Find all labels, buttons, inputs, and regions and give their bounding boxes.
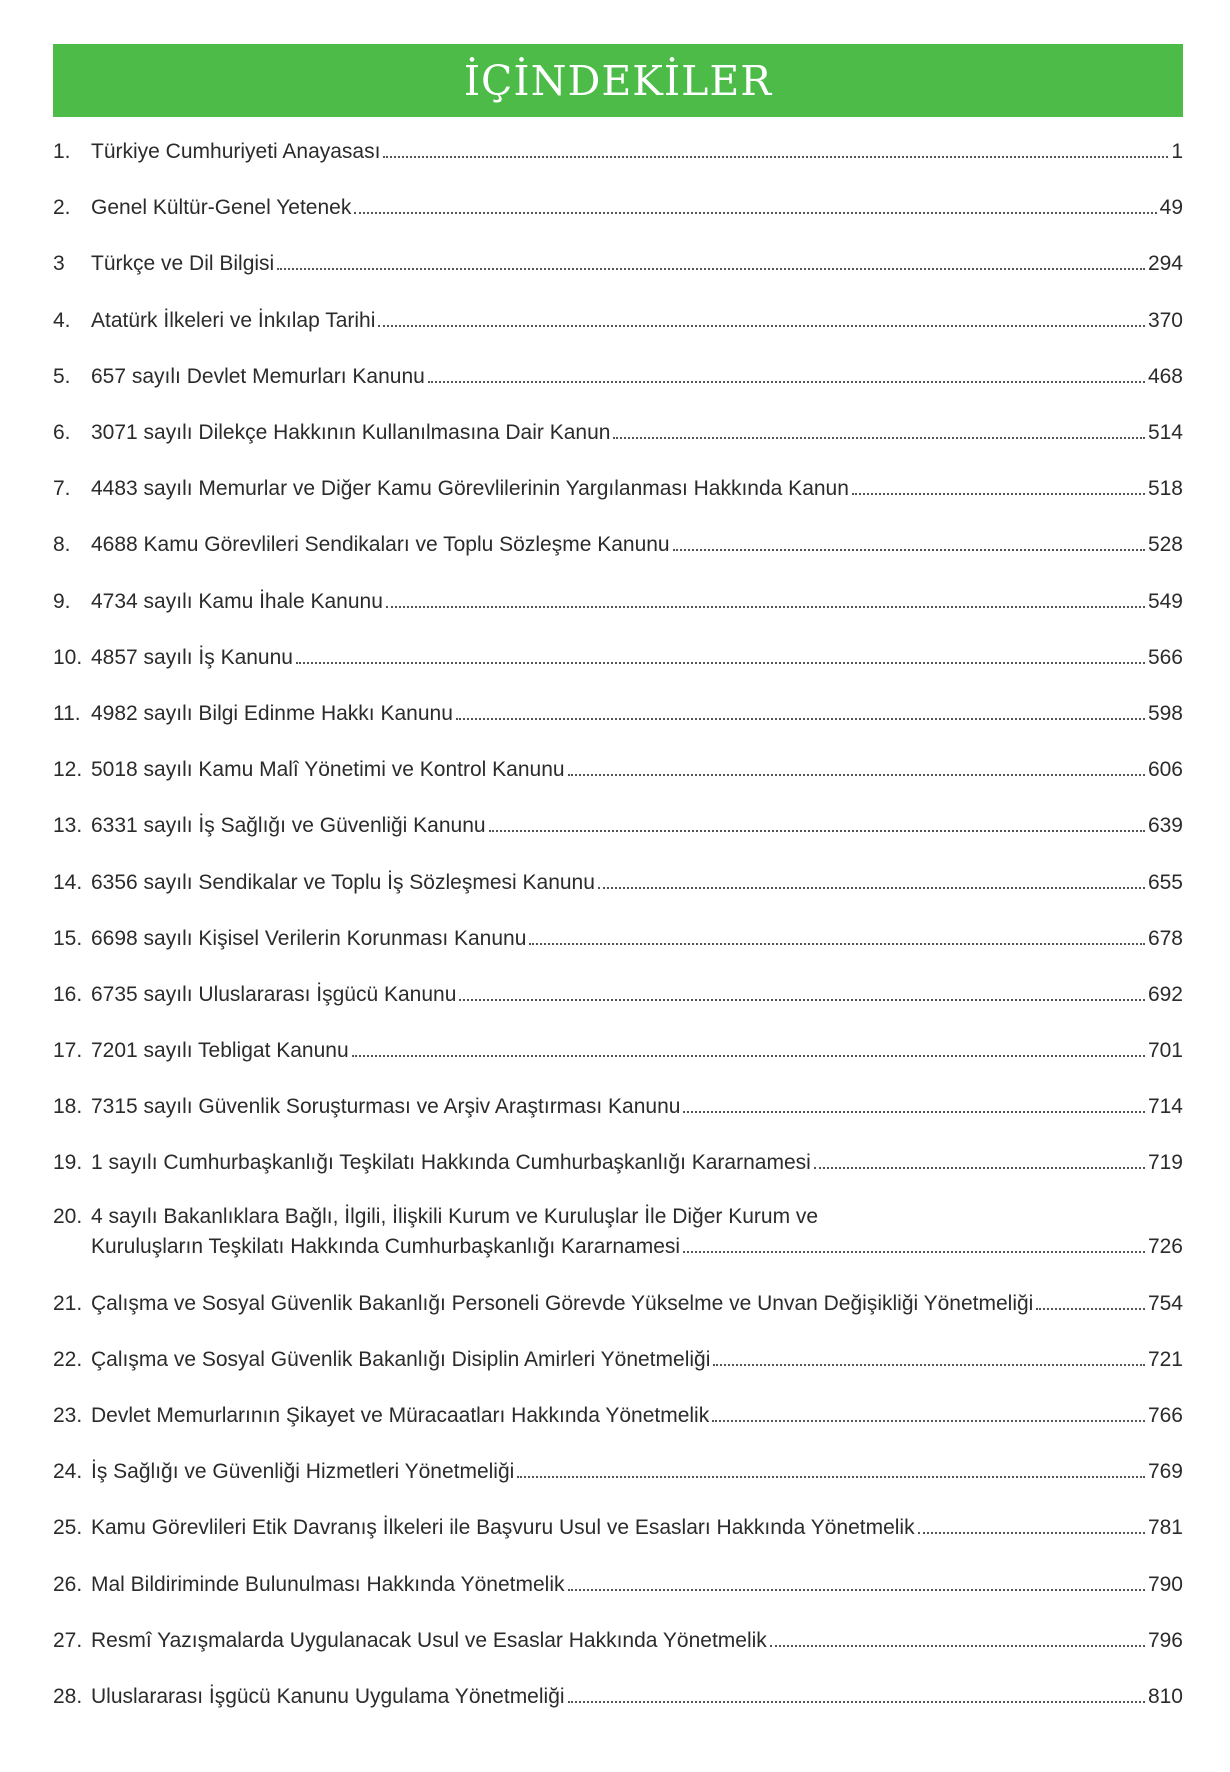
toc-entry-number: 3 <box>53 252 65 276</box>
toc-entry[interactable] <box>53 180 1183 236</box>
toc-entry-number: 18. <box>53 1095 83 1119</box>
dot-leader <box>918 1532 1145 1534</box>
toc-entry-number: 27. <box>53 1628 83 1652</box>
toc-entry-page: 810 <box>1147 1684 1183 1708</box>
toc-entry-title: 4982 sayılı Bilgi Edinme Hakkı Kanunu <box>91 701 453 725</box>
toc-entry-number: 16. <box>53 982 83 1006</box>
dot-leader <box>489 830 1145 832</box>
toc-entry[interactable] <box>53 1192 1183 1276</box>
toc-entry-page: 518 <box>1147 477 1183 501</box>
toc-entry-number: 10. <box>53 645 83 669</box>
toc-entry-number: 13. <box>53 814 83 838</box>
toc-entry-page: 468 <box>1147 364 1183 388</box>
dot-leader <box>456 718 1145 720</box>
toc-entry-number: 21. <box>53 1291 83 1315</box>
toc-entry-title: 4857 sayılı İş Kanunu <box>91 645 293 669</box>
toc-entry-page: 528 <box>1147 533 1183 557</box>
toc-entry-page: 370 <box>1147 308 1183 332</box>
toc-entry-page: 606 <box>1147 758 1183 782</box>
toc-entry-number: 11. <box>53 701 81 725</box>
toc-entry[interactable] <box>53 1669 1183 1725</box>
title-banner <box>53 44 1183 117</box>
toc-entry-page: 549 <box>1147 589 1183 613</box>
toc-entry-page: 692 <box>1147 982 1183 1006</box>
dot-leader <box>683 1251 1145 1253</box>
dot-leader <box>296 662 1145 664</box>
toc-entry[interactable] <box>53 742 1183 798</box>
toc-entry-page: 49 <box>1159 196 1183 220</box>
dot-leader <box>598 887 1145 889</box>
toc-entry-page: 714 <box>1147 1095 1183 1119</box>
toc-entry-title: Çalışma ve Sosyal Güvenlik Bakanlığı Disiplin Amirleri Yönetmeliği <box>91 1347 711 1371</box>
toc-entry-number: 7. <box>53 477 71 501</box>
toc-entry-page: 655 <box>1147 870 1183 894</box>
toc-entry-number: 9. <box>53 589 71 613</box>
dot-leader <box>673 549 1145 551</box>
toc-entry-number: 24. <box>53 1460 83 1484</box>
toc-entry[interactable] <box>53 1500 1183 1556</box>
toc-entry-number: 20. <box>53 1204 83 1228</box>
toc-entry[interactable] <box>53 911 1183 967</box>
toc-entry-title: 6698 sayılı Kişisel Verilerin Korunması Kanunu <box>91 926 527 950</box>
toc-entry[interactable] <box>53 1135 1183 1191</box>
toc-entry[interactable] <box>53 1276 1183 1332</box>
dot-leader <box>354 212 1156 214</box>
dot-leader <box>517 1476 1145 1478</box>
toc-entry-page: 701 <box>1147 1039 1183 1063</box>
toc-entry-number: 17. <box>53 1039 83 1063</box>
toc-entry[interactable] <box>53 293 1183 349</box>
toc-entry-title: İş Sağlığı ve Güvenliği Hizmetleri Yönetmeliği <box>91 1460 515 1484</box>
toc-entry-title: Türkçe ve Dil Bilgisi <box>91 252 275 276</box>
toc-entry[interactable] <box>53 405 1183 461</box>
toc-entry-number: 28. <box>53 1684 83 1708</box>
toc-entry-title: Türkiye Cumhuriyeti Anayasası <box>91 140 381 164</box>
toc-entry[interactable] <box>53 1079 1183 1135</box>
toc-entry-number: 14. <box>53 870 83 894</box>
toc-entry-page: 678 <box>1147 926 1183 950</box>
toc-entry-number: 1. <box>53 140 71 164</box>
toc-entry[interactable] <box>53 967 1183 1023</box>
toc-entry-number: 2. <box>53 196 71 220</box>
toc-entry-title: 3071 sayılı Dilekçe Hakkının Kullanılmasına Dair Kanun <box>91 421 611 445</box>
toc-entry[interactable] <box>53 854 1183 910</box>
dot-leader <box>613 437 1145 439</box>
toc-entry-page: 639 <box>1147 814 1183 838</box>
dot-leader <box>529 943 1145 945</box>
dot-leader <box>770 1645 1145 1647</box>
toc-entry-page: 721 <box>1147 1347 1183 1371</box>
toc-entry[interactable] <box>53 461 1183 517</box>
toc-entry-page: 790 <box>1147 1572 1183 1596</box>
toc-entry-title: Çalışma ve Sosyal Güvenlik Bakanlığı Personeli Görevde Yükselme ve Unvan Değişikliği Yönetmeliği <box>91 1291 1034 1315</box>
dot-leader <box>352 1055 1145 1057</box>
toc-entry-title: 5018 sayılı Kamu Malî Yönetimi ve Kontrol Kanunu <box>91 758 565 782</box>
toc-entry-page: 754 <box>1147 1291 1183 1315</box>
toc-entry-title: 4734 sayılı Kamu İhale Kanunu <box>91 589 383 613</box>
dot-leader <box>852 493 1145 495</box>
dot-leader <box>712 1420 1145 1422</box>
toc-entry-number: 25. <box>53 1516 83 1540</box>
toc-entry-page: 514 <box>1147 421 1183 445</box>
toc-entry-number: 23. <box>53 1404 83 1428</box>
dot-leader <box>683 1111 1145 1113</box>
toc-entry-number: 5. <box>53 364 71 388</box>
toc-entry[interactable] <box>53 1444 1183 1500</box>
toc-entry[interactable] <box>53 349 1183 405</box>
toc-entry-title: 4 sayılı Bakanlıklara Bağlı, İlgili, İlişkili Kurum ve Kuruluşlar İle Diğer Kurum ve <box>91 1204 819 1228</box>
toc-entry-page: 598 <box>1147 701 1183 725</box>
dot-leader <box>713 1364 1145 1366</box>
toc-entry[interactable] <box>53 574 1183 630</box>
toc-entry-title: 7201 sayılı Tebligat Kanunu <box>91 1039 349 1063</box>
dot-leader <box>277 268 1145 270</box>
toc-entry-title: 4688 Kamu Görevlileri Sendikaları ve Toplu Sözleşme Kanunu <box>91 533 670 557</box>
toc-entry-title: Resmî Yazışmalarda Uygulanacak Usul ve Esaslar Hakkında Yönetmelik <box>91 1628 767 1652</box>
dot-leader <box>459 999 1145 1001</box>
dot-leader <box>386 606 1145 608</box>
toc-entry-title: 4483 sayılı Memurlar ve Diğer Kamu Görevlilerinin Yargılanması Hakkında Kanun <box>91 477 849 501</box>
dot-leader <box>428 381 1145 383</box>
dot-leader <box>568 1701 1145 1703</box>
toc-entry[interactable] <box>53 798 1183 854</box>
toc-entry-number: 12. <box>53 758 83 782</box>
toc-entry-number: 19. <box>53 1151 83 1175</box>
toc-entry[interactable] <box>53 1023 1183 1079</box>
dot-leader <box>568 774 1145 776</box>
toc-entry[interactable] <box>53 1388 1183 1444</box>
toc-entry-title-continued: Kuruluşların Teşkilatı Hakkında Cumhurbaşkanlığı Kararnamesi <box>91 1234 681 1258</box>
toc-entry-number: 26. <box>53 1572 83 1596</box>
toc-entry-title: 657 sayılı Devlet Memurları Kanunu <box>91 364 425 388</box>
toc-entry-number: 8. <box>53 533 71 557</box>
toc-entry-title: Genel Kültür-Genel Yetenek <box>91 196 352 220</box>
toc-entry-title: Mal Bildiriminde Bulunulması Hakkında Yönetmelik <box>91 1572 565 1596</box>
toc-entry-title: 6331 sayılı İş Sağlığı ve Güvenliği Kanunu <box>91 814 486 838</box>
toc-entry-title: 6735 sayılı Uluslararası İşgücü Kanunu <box>91 982 457 1006</box>
toc-entry-page: 781 <box>1147 1516 1183 1540</box>
toc-entry[interactable] <box>53 517 1183 573</box>
table-of-contents <box>53 124 1183 1725</box>
toc-entry[interactable] <box>53 1332 1183 1388</box>
toc-entry-page: 294 <box>1147 252 1183 276</box>
dot-leader <box>1036 1308 1145 1310</box>
dot-leader <box>378 325 1145 327</box>
toc-entry-number: 6. <box>53 421 71 445</box>
toc-entry-page: 566 <box>1147 645 1183 669</box>
toc-entry[interactable] <box>53 236 1183 292</box>
toc-entry-title: 6356 sayılı Sendikalar ve Toplu İş Sözleşmesi Kanunu <box>91 870 595 894</box>
toc-entry[interactable] <box>53 630 1183 686</box>
toc-entry[interactable] <box>53 1557 1183 1613</box>
toc-entry-page: 1 <box>1171 140 1183 164</box>
toc-entry[interactable] <box>53 124 1183 180</box>
toc-entry-title: Atatürk İlkeleri ve İnkılap Tarihi <box>91 308 376 332</box>
toc-entry-title: Uluslararası İşgücü Kanunu Uygulama Yönetmeliği <box>91 1684 565 1708</box>
dot-leader <box>383 156 1168 158</box>
toc-entry-page: 769 <box>1147 1460 1183 1484</box>
toc-entry-title: Devlet Memurlarının Şikayet ve Müracaatları Hakkında Yönetmelik <box>91 1404 710 1428</box>
toc-entry-title: Kamu Görevlileri Etik Davranış İlkeleri ile Başvuru Usul ve Esasları Hakkında Yönetmelik <box>91 1516 915 1540</box>
dot-leader <box>814 1167 1145 1169</box>
page-title: İÇİNDEKİLER <box>463 56 773 105</box>
toc-entry-number: 4. <box>53 308 71 332</box>
toc-entry-number: 15. <box>53 926 83 950</box>
toc-entry-title: 7315 sayılı Güvenlik Soruşturması ve Arşiv Araştırması Kanunu <box>91 1095 681 1119</box>
toc-entry-title: 1 sayılı Cumhurbaşkanlığı Teşkilatı Hakkında Cumhurbaşkanlığı Kararnamesi <box>91 1151 811 1175</box>
toc-entry-page: 719 <box>1147 1151 1183 1175</box>
toc-entry[interactable] <box>53 1613 1183 1669</box>
toc-entry-number: 22. <box>53 1347 83 1371</box>
toc-entry[interactable] <box>53 686 1183 742</box>
toc-entry-page: 766 <box>1147 1404 1183 1428</box>
dot-leader <box>568 1589 1145 1591</box>
toc-entry-page: 726 <box>1147 1234 1183 1258</box>
toc-entry-page: 796 <box>1147 1628 1183 1652</box>
